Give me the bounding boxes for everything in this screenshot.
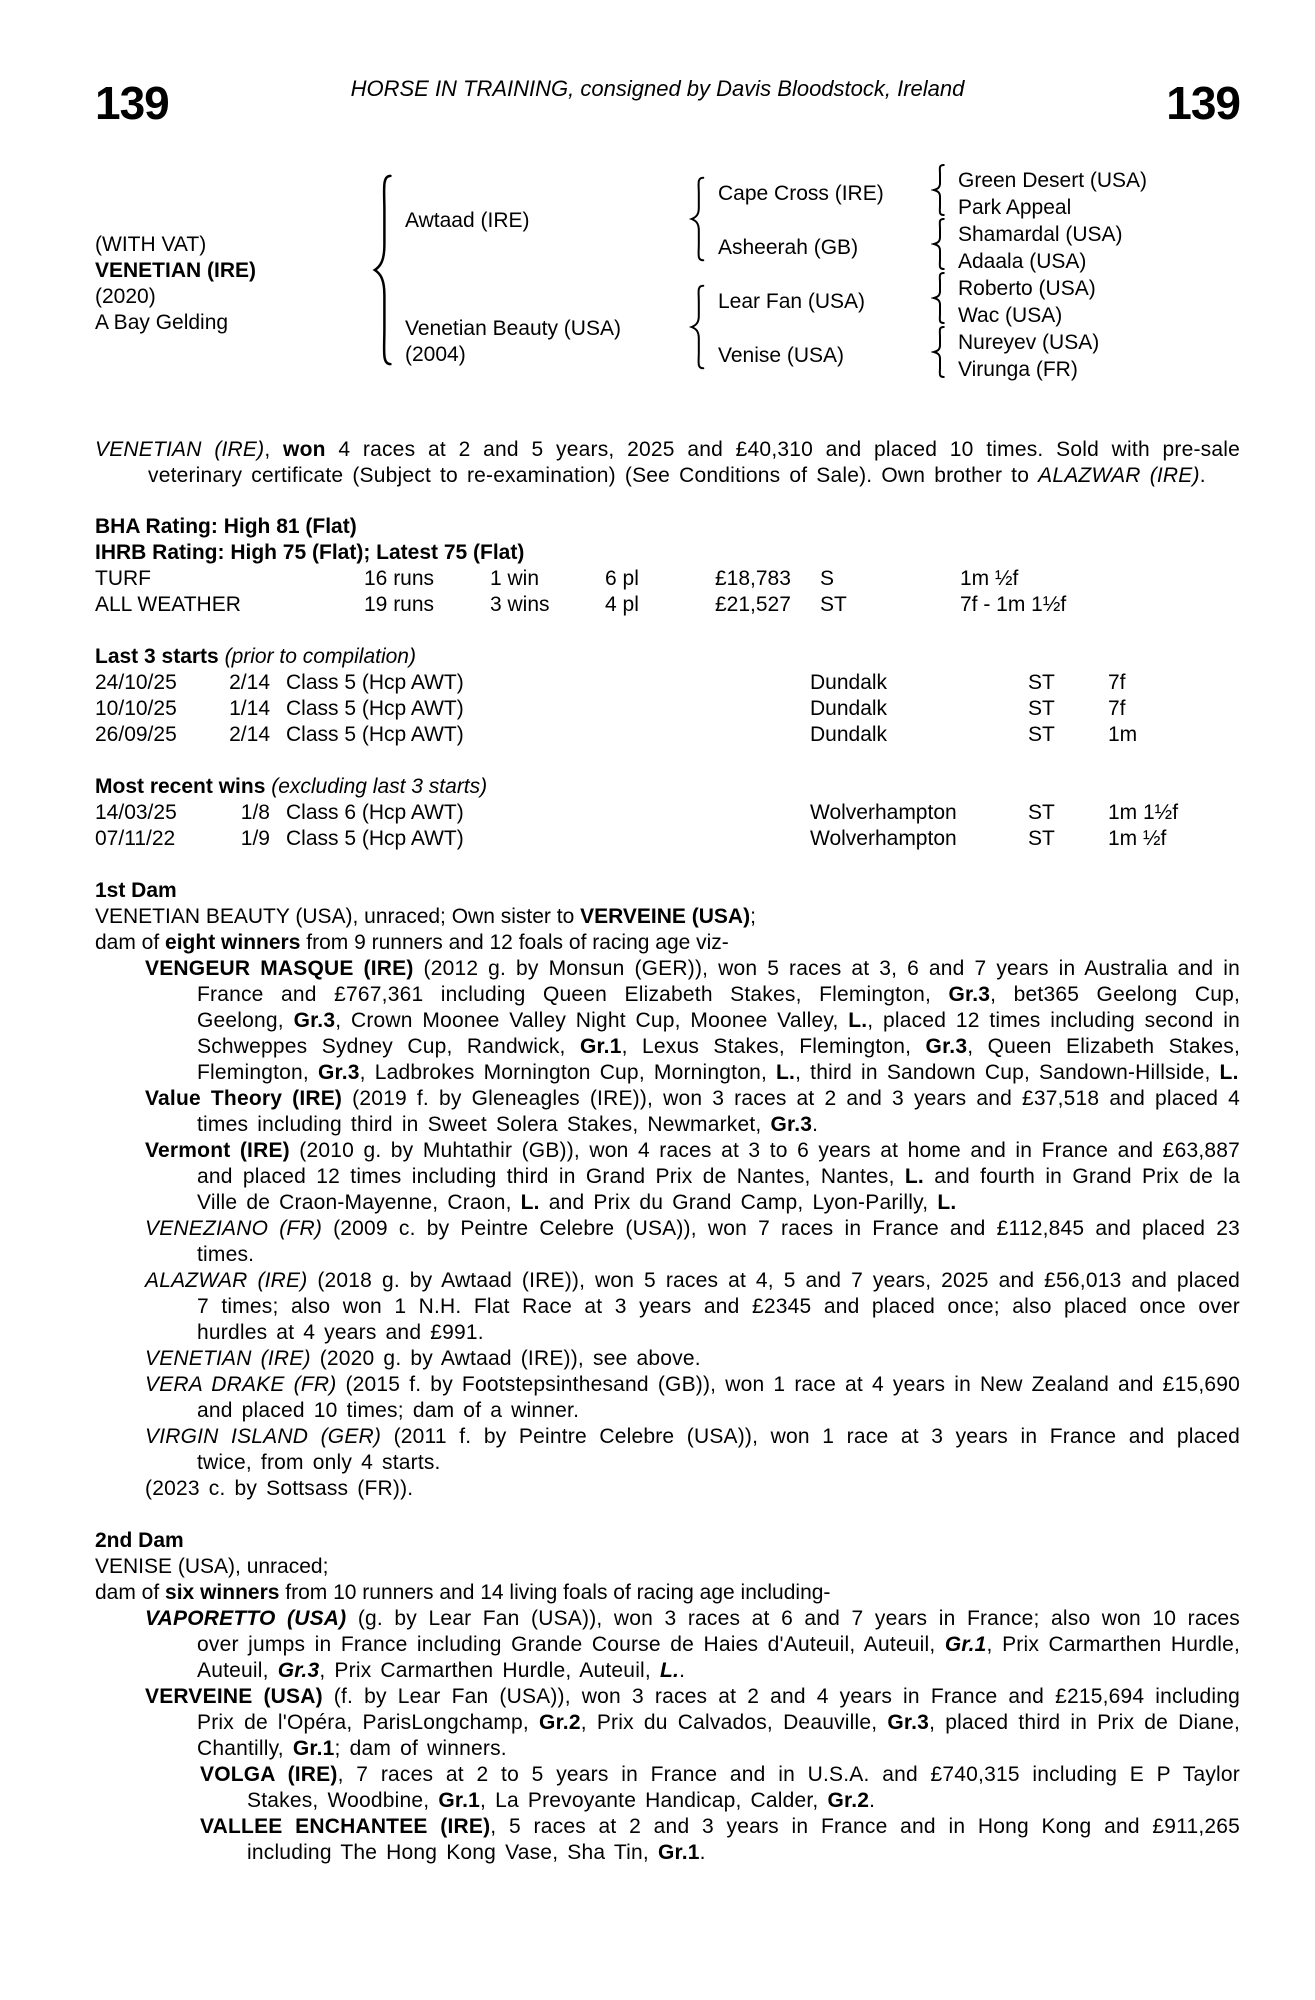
- dam-intro-line: VENISE (USA), unraced;: [95, 1555, 329, 1578]
- great-grandparent-1: Green Desert (USA): [958, 169, 1148, 192]
- race-position: 1/14: [229, 697, 270, 720]
- race-distance: 7f: [1108, 671, 1126, 694]
- progeny-entry: Value Theory (IRE) (2019 f. by Gleneagles (IRE)), won 3 races at 2 and 3 years and £37,518 and placed 4 times including third in Sweet Solera Stakes, Newmarket, Gr.3.: [145, 1087, 1240, 1136]
- race-position: 1/8: [240, 801, 270, 824]
- progeny-entry: Vermont (IRE) (2010 g. by Muhtathir (GB)), won 4 races at 3 to 6 years at home and in France and £63,887 and placed 12 times including third in Grand Prix de Nantes, Nantes, L. and fourth in Grand Prix de la Ville de Craon-Mayenne, Craon, L. and Prix du Grand Camp, Lyon-Parilly, L.: [145, 1139, 1240, 1214]
- race-row: [95, 670, 1240, 696]
- horse-name: VENETIAN (IRE): [95, 259, 257, 282]
- great-grandparent-4: Adaala (USA): [958, 250, 1087, 273]
- going-code: S: [820, 567, 835, 590]
- section-subtitle: (prior to compilation): [224, 645, 416, 668]
- progeny-entry: VENGEUR MASQUE (IRE) (2012 g. by Monsun (GER)), won 5 races at 3, 6 and 7 years in Australia and in France and £767,361 including Queen Elizabeth Stakes, Flemington, Gr.3, bet365 Geelong Cup, Geelong, Gr.3, Crown Moonee Valley Night Cup, Moonee Valley, L., placed 12 times including second in Schweppes Sydney Cup, Randwick, Gr.1, Lexus Stakes, Flemington, Gr.3, Queen Elizabeth Stakes, Flemington, Gr.3, Ladbrokes Mornington Cup, Mornington, L., third in Sandown Cup, Sandown-Hillside, L.: [145, 957, 1241, 1084]
- places-value: 6 pl: [605, 567, 639, 590]
- dam-intro-line: dam of six winners from 10 runners and 14 living foals of racing age including-: [95, 1581, 831, 1604]
- great-grandparent-3: Shamardal (USA): [958, 223, 1123, 246]
- runs-value: 16 runs: [364, 567, 435, 590]
- progeny-entry: VENETIAN (IRE) (2020 g. by Awtaad (IRE)), see above.: [145, 1347, 701, 1370]
- wins-value: 3 wins: [490, 593, 550, 616]
- ratings-block: [95, 514, 1240, 618]
- lot-details: [95, 437, 1240, 1866]
- progeny-entry: VERVEINE (USA) (f. by Lear Fan (USA)), won 3 races at 2 and 4 years in France and £215,694 including Prix de l'Opéra, ParisLongchamp, Gr.2, Prix du Calvados, Deauville, Gr.3, placed third in Prix de Diane, Chantilly, Gr.1; dam of winners.: [145, 1685, 1241, 1760]
- surface-label: TURF: [95, 567, 151, 590]
- race-date: 26/09/25: [95, 723, 177, 746]
- distance-range: 7f - 1m 1½f: [960, 593, 1067, 616]
- places-value: 4 pl: [605, 593, 639, 616]
- consignment-header: HORSE IN TRAINING, consigned by Davis Bloodstock, Ireland: [350, 76, 965, 101]
- race-distance: 7f: [1108, 697, 1126, 720]
- great-grandparent-8: Virunga (FR): [958, 358, 1078, 381]
- surface-label: ALL WEATHER: [95, 593, 241, 616]
- great-grandparent-2: Park Appeal: [958, 196, 1072, 219]
- granddam-sire-side: Asheerah (GB): [718, 236, 859, 259]
- great-grandparent-6: Wac (USA): [958, 304, 1063, 327]
- great-grandparent-7: Nureyev (USA): [958, 331, 1100, 354]
- race-date: 14/03/25: [95, 801, 177, 824]
- race-course: Wolverhampton: [810, 827, 957, 850]
- race-distance: 1m 1½f: [1108, 801, 1179, 824]
- section-title: Most recent wins: [95, 775, 266, 798]
- granddam-dam-side: Venise (USA): [718, 344, 845, 367]
- pedigree-brace-gg-4: [931, 326, 946, 378]
- earnings-value: £21,527: [715, 593, 791, 616]
- dam-intro-line: dam of eight winners from 9 runners and 12 foals of racing age viz-: [95, 931, 729, 954]
- race-class: Class 5 (Hcp AWT): [286, 671, 464, 694]
- race-position: 1/9: [240, 827, 270, 850]
- ihrb-rating: IHRB Rating: High 75 (Flat); Latest 75 (Flat): [95, 541, 525, 564]
- pedigree-brace-dam-line: [688, 284, 706, 370]
- race-distance: 1m ½f: [1108, 827, 1167, 850]
- lot-number-right: 139: [1166, 77, 1240, 129]
- pedigree-brace-gg-3: [931, 272, 946, 324]
- horse-foaled: (2020): [95, 285, 156, 308]
- horse-description: VENETIAN (IRE), won 4 races at 2 and 5 years, 2025 and £40,310 and placed 10 times. Sold with pre-sale veterinary certificate (Subject to re-examination) (See Conditions of Sale). Own brother to ALAZWAR (IRE).: [95, 438, 1240, 487]
- distance-range: 1m ½f: [960, 567, 1019, 590]
- race-course: Dundalk: [810, 723, 888, 746]
- grandsire-sire-side: Cape Cross (IRE): [718, 182, 884, 205]
- lot-number-left: 139: [95, 77, 169, 129]
- stats-row-all-weather: [95, 592, 1240, 618]
- race-course: Dundalk: [810, 671, 888, 694]
- pedigree-brace-parents: [370, 172, 394, 368]
- race-date: 24/10/25: [95, 671, 177, 694]
- vat-note: (WITH VAT): [95, 233, 207, 256]
- great-grandparent-5: Roberto (USA): [958, 277, 1096, 300]
- wins-value: 1 win: [490, 567, 540, 590]
- progeny-entry: VIRGIN ISLAND (GER) (2011 f. by Peintre Celebre (USA)), won 1 race at 3 years in France and placed twice, from only 4 starts.: [145, 1425, 1240, 1474]
- progeny-entry: VALLEE ENCHANTEE (IRE), 5 races at 2 and 3 years in France and in Hong Kong and £911,265 including The Hong Kong Vase, Sha Tin, Gr.1.: [200, 1815, 1240, 1864]
- progeny-entry: VAPORETTO (USA) (g. by Lear Fan (USA)), won 3 races at 6 and 7 years in France; also won 10 races over jumps in France including Grande Course de Haies d'Auteuil, Auteuil, Gr.1, Prix Carmarthen Hurdle, Auteuil, Gr.3, Prix Carmarthen Hurdle, Auteuil, L..: [145, 1607, 1240, 1682]
- section-heading: [95, 774, 1240, 800]
- grandsire-dam-side: Lear Fan (USA): [718, 290, 866, 313]
- first-dam-section: [95, 878, 1240, 1502]
- race-date: 07/11/22: [95, 827, 176, 850]
- progeny-entry: VOLGA (IRE), 7 races at 2 to 5 years in France and in U.S.A. and £740,315 including E P Taylor Stakes, Woodbine, Gr.1, La Prevoyante Handicap, Calder, Gr.2.: [200, 1763, 1240, 1812]
- progeny-entry: VENEZIANO (FR) (2009 c. by Peintre Celebre (USA)), won 7 races in France and £112,845 and placed 23 times.: [145, 1217, 1240, 1266]
- second-dam-section: [95, 1528, 1240, 1866]
- dam-heading: 2nd Dam: [95, 1529, 184, 1552]
- dam-foaled: (2004): [405, 343, 466, 366]
- runs-value: 19 runs: [364, 593, 435, 616]
- race-row: [95, 722, 1240, 748]
- progeny-entry: VERA DRAKE (FR) (2015 f. by Footstepsinthesand (GB)), won 1 race at 4 years in New Zealand and £15,690 and placed 10 times; dam of a winner.: [145, 1373, 1240, 1422]
- last-3-starts-section: [95, 644, 1240, 748]
- race-row: [95, 696, 1240, 722]
- race-position: 2/14: [229, 671, 270, 694]
- dam-name: Venetian Beauty (USA): [405, 317, 621, 340]
- race-class: Class 5 (Hcp AWT): [286, 697, 464, 720]
- race-row: [95, 826, 1240, 852]
- race-going: ST: [1028, 671, 1055, 694]
- progeny-entry: ALAZWAR (IRE) (2018 g. by Awtaad (IRE)), won 5 races at 4, 5 and 7 years, 2025 and £56,013 and placed 7 times; also won 1 N.H. Flat Race at 3 years and £2345 and placed once; also placed once over hurdles at 4 years and £991.: [145, 1269, 1240, 1344]
- pedigree-brace-sire-line: [688, 176, 706, 262]
- going-code: ST: [820, 593, 847, 616]
- race-course: Wolverhampton: [810, 801, 957, 824]
- race-position: 2/14: [229, 723, 270, 746]
- stats-row-turf: [95, 566, 1240, 592]
- race-course: Dundalk: [810, 697, 888, 720]
- section-heading: [95, 644, 1240, 670]
- race-distance: 1m: [1108, 723, 1138, 746]
- race-going: ST: [1028, 723, 1055, 746]
- race-date: 10/10/25: [95, 697, 177, 720]
- pedigree-brace-gg-1: [931, 164, 946, 216]
- earnings-value: £18,783: [715, 567, 791, 590]
- dam-intro-line: VENETIAN BEAUTY (USA), unraced; Own sister to VERVEINE (USA);: [95, 905, 756, 928]
- section-subtitle: (excluding last 3 starts): [271, 775, 488, 798]
- horse-sex-colour: A Bay Gelding: [95, 311, 229, 334]
- race-class: Class 5 (Hcp AWT): [286, 827, 464, 850]
- recent-wins-section: [95, 774, 1240, 852]
- dam-heading: 1st Dam: [95, 879, 177, 902]
- sire-name: Awtaad (IRE): [405, 209, 530, 232]
- race-going: ST: [1028, 801, 1055, 824]
- race-going: ST: [1028, 827, 1055, 850]
- pedigree-brace-gg-2: [931, 218, 946, 270]
- race-row: [95, 800, 1240, 826]
- progeny-entry: (2023 c. by Sottsass (FR)).: [145, 1477, 414, 1500]
- section-title: Last 3 starts: [95, 645, 219, 668]
- race-class: Class 6 (Hcp AWT): [286, 801, 464, 824]
- race-class: Class 5 (Hcp AWT): [286, 723, 464, 746]
- race-going: ST: [1028, 697, 1055, 720]
- pedigree-table: [0, 160, 1315, 430]
- bha-rating: BHA Rating: High 81 (Flat): [95, 515, 357, 538]
